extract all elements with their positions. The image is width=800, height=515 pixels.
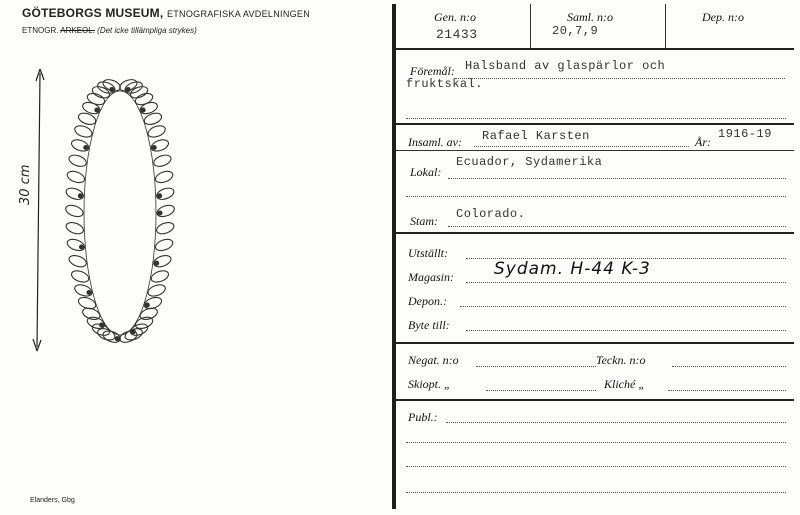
dotted-line [455, 78, 785, 79]
dotted-line [446, 422, 786, 423]
department-line [22, 26, 197, 35]
department-name: ETNOGRAFISKA AVDELNINGEN [166, 9, 311, 19]
dotted-line [466, 282, 786, 283]
scale-arrow-icon [20, 65, 60, 355]
dotted-line [406, 442, 786, 443]
dotted-line [406, 118, 786, 119]
stam-value: Colorado. [456, 207, 526, 221]
dotted-line [406, 492, 786, 493]
gen-label: Gen. n:o [434, 10, 476, 24]
foremal-value-cont: fruktskal. [406, 77, 484, 91]
kliche-label: Kliché „ [604, 377, 645, 391]
ar-label: År: [695, 135, 711, 149]
dotted-line [460, 306, 786, 307]
lokal-value: Ecuador, Sydamerika [456, 155, 603, 169]
publ-label: Publ.: [408, 410, 438, 424]
section-rule [396, 232, 794, 234]
dotted-line [476, 366, 596, 367]
foremal-label: Föremål: [410, 64, 455, 78]
dotted-line [466, 330, 786, 331]
museum-heading [22, 6, 310, 20]
byte-label: Byte till: [408, 318, 450, 332]
dep-label: Dep. n:o [702, 10, 744, 24]
dotted-line [672, 366, 786, 367]
dotted-line [406, 196, 786, 197]
header-separator [665, 4, 666, 49]
header-rule [396, 48, 794, 50]
insaml-value: Rafael Karsten [482, 129, 590, 143]
utstallt-label: Utställt: [408, 246, 449, 260]
lokal-label: Lokal: [410, 165, 442, 179]
scale-label: 30 cm [18, 164, 33, 205]
struck-word: ARKEOL. [60, 26, 95, 35]
magasin-value: Sydam. H-44 K-3 [494, 259, 651, 279]
card-divider [392, 4, 396, 509]
dotted-line [474, 146, 689, 147]
saml-value: 20,7,9 [552, 24, 599, 38]
negat-label: Negat. n:o [408, 353, 459, 367]
dotted-line [406, 466, 786, 467]
skiopt-label: Skiopt. „ [408, 377, 451, 391]
gen-value: 21433 [436, 27, 478, 42]
dept-prefix: ETNOGR. [22, 26, 59, 35]
museum-name: GÖTEBORGS MUSEUM, [22, 6, 164, 20]
dotted-line [486, 390, 596, 391]
ar-value: 1916-19 [718, 127, 772, 141]
saml-label: Saml. n:o [567, 10, 613, 24]
section-rule [396, 399, 794, 401]
section-rule [396, 342, 794, 344]
dotted-line [448, 178, 786, 179]
insaml-label: Insaml. av: [408, 135, 462, 149]
depon-label: Depon.: [408, 294, 447, 308]
dotted-line [448, 226, 786, 227]
dotted-line [668, 390, 786, 391]
header-separator [530, 4, 531, 49]
necklace-drawing [55, 70, 185, 360]
stam-label: Stam: [410, 214, 438, 228]
printer-credit: Elanders, Gbg [30, 497, 75, 504]
teckn-label: Teckn. n:o [596, 353, 646, 367]
magasin-label: Magasin: [408, 270, 454, 284]
section-rule [396, 150, 794, 151]
strike-note: (Det icke tillämpliga strykes) [97, 26, 197, 35]
foremal-value: Halsband av glaspärlor och [465, 59, 666, 73]
section-rule [396, 123, 794, 125]
